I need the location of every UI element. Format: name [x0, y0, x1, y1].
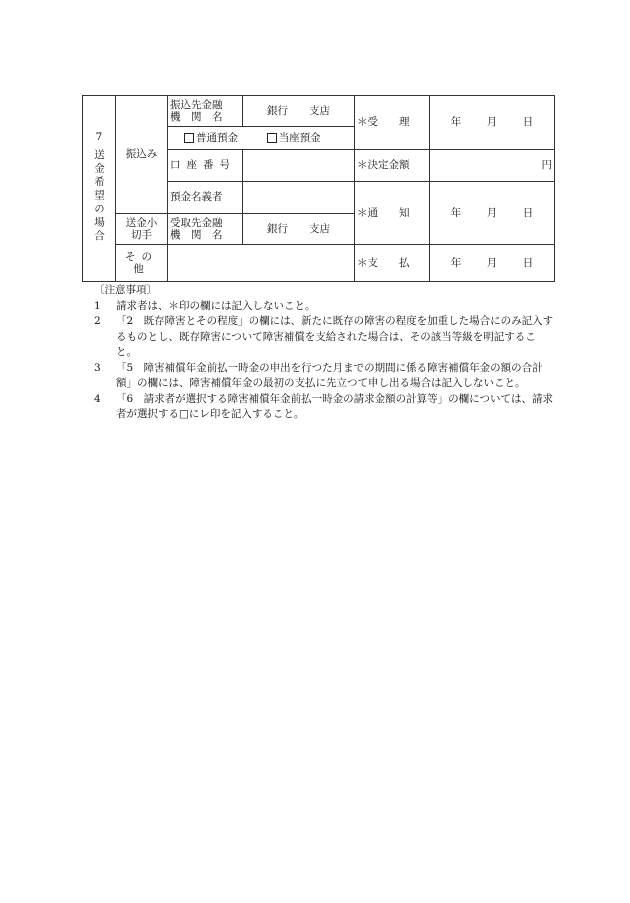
account-number-field[interactable] [243, 150, 355, 182]
shiharai-date-field[interactable] [430, 245, 555, 282]
note-text: 「5 障害補償年金前払一時金の申出を行つた月までの期間に係る障害補償年金の額の合計額」の欄には、障害補償年金の最初の支払に先立つて申し出る場合は記入しないこと。 [116, 361, 543, 389]
note-number: 4 [94, 392, 101, 405]
tsuchi-label: ＊通 知 [355, 182, 430, 245]
toza-checkbox[interactable] [267, 132, 321, 144]
shiharai-label: ＊支 払 [355, 245, 430, 282]
note-item [94, 314, 554, 361]
receive-bank-value-field[interactable]: 銀行 支店 [243, 214, 355, 245]
juri-label: ＊受 理 [355, 96, 430, 150]
note-item [94, 392, 554, 423]
note-number: 3 [94, 361, 101, 374]
shiharai-day: 日 [522, 256, 534, 269]
receive-bank-label-line2: 機 関 名 [170, 229, 223, 241]
note-item [94, 361, 554, 392]
note-text: 請求者は、＊印の欄には記入しないこと。 [116, 299, 316, 312]
shiharai-year: 年 [450, 256, 462, 269]
section-title: 送金希望の場合 [93, 148, 106, 244]
note-text: 「2 既存障害とその程度」の欄には、新たに既存の障害の程度を加重した場合にのみ記入するものとし、既存障害について障害補償を支給された場合は、その該当等級を明記すること。 [116, 315, 554, 358]
tsuchi-month: 月 [486, 206, 498, 219]
kogitte-label-line2: 切手 [131, 229, 152, 241]
juri-day: 日 [522, 116, 534, 129]
account-type-cell [168, 127, 355, 150]
furikomi-label: 振込み [116, 96, 168, 214]
tsuchi-year: 年 [450, 206, 462, 219]
account-number-label: 口座番号 [168, 150, 243, 182]
kettei-label: ＊決定金額 [355, 150, 430, 182]
bank-label-line1: 振込先金融 [170, 98, 223, 111]
kogitte-label-cell [116, 214, 168, 245]
other-label: その他 [116, 245, 168, 282]
note-text: 「6 請求者が選択する障害補償年金前払一時金の請求金額の計算等」の欄については、請求者が選択する□にレ印を記入すること。 [116, 392, 553, 420]
section-7-cell [83, 96, 116, 282]
yen-unit: 円 [541, 159, 552, 172]
other-field[interactable] [168, 245, 355, 282]
account-holder-label: 預金名義者 [168, 182, 243, 214]
shiharai-month: 月 [486, 256, 498, 269]
checkbox-icon [184, 133, 194, 143]
section-number: 7 [95, 130, 103, 143]
account-holder-field[interactable] [243, 182, 355, 214]
note-number: 2 [94, 315, 101, 327]
notes-heading: 〔注意事項〕 [94, 284, 157, 296]
juri-month: 月 [486, 116, 498, 129]
receive-bank-label-cell [168, 214, 243, 245]
bank-label-cell [168, 96, 243, 127]
remittance-table [82, 95, 555, 282]
futsu-label: 普通預金 [196, 131, 238, 144]
juri-date-field[interactable] [430, 96, 555, 150]
kogitte-label-line1: 送金小 [125, 216, 158, 229]
tsuchi-day: 日 [522, 206, 534, 219]
bank-label-line2: 機 関 名 [170, 111, 223, 123]
note-item [94, 299, 554, 315]
toza-label: 当座預金 [278, 131, 321, 144]
note-number: 1 [94, 299, 101, 312]
juri-year: 年 [450, 116, 462, 129]
tsuchi-date-field[interactable] [430, 182, 555, 245]
receive-bank-label-line1: 受取先金融 [170, 216, 223, 229]
checkbox-icon [267, 133, 277, 143]
futsu-checkbox[interactable] [184, 132, 238, 144]
notes-section [94, 283, 554, 423]
kettei-field[interactable] [430, 150, 555, 182]
bank-value-field[interactable]: 銀行 支店 [243, 96, 355, 127]
